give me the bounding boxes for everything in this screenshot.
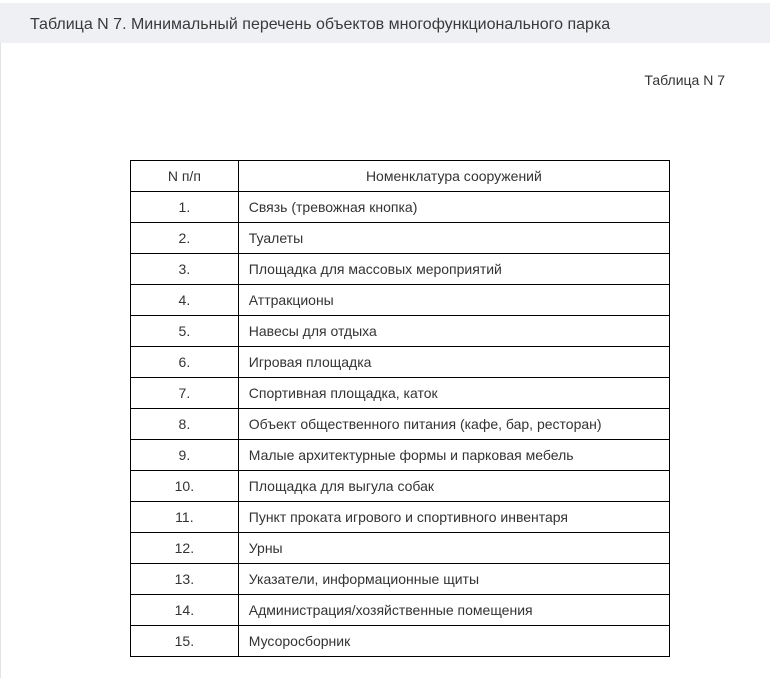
- table-row: [131, 440, 670, 471]
- row-number: 6.: [131, 347, 239, 378]
- table-row: [131, 471, 670, 502]
- row-number: 5.: [131, 316, 239, 347]
- row-number: 3.: [131, 254, 239, 285]
- row-name: Туалеты: [238, 223, 669, 254]
- row-name: Площадка для массовых мероприятий: [238, 254, 669, 285]
- row-number: 2.: [131, 223, 239, 254]
- table-row: [131, 502, 670, 533]
- column-header-nomenclature: Номенклатура сооружений: [238, 161, 669, 192]
- row-name: Спортивная площадка, каток: [238, 378, 669, 409]
- row-number: 15.: [131, 626, 239, 657]
- table-row: [131, 626, 670, 657]
- table-row: [131, 378, 670, 409]
- row-number: 14.: [131, 595, 239, 626]
- document-title: Таблица N 7. Минимальный перечень объектов многофункционального парка: [30, 16, 611, 33]
- table-row: [131, 254, 670, 285]
- row-name: Указатели, информационные щиты: [238, 564, 669, 595]
- row-name: Администрация/хозяйственные помещения: [238, 595, 669, 626]
- objects-table: [130, 160, 670, 657]
- table-header-row: [131, 161, 670, 192]
- table-row: [131, 533, 670, 564]
- row-name: Связь (тревожная кнопка): [238, 192, 669, 223]
- row-name: Пункт проката игрового и спортивного инвентаря: [238, 502, 669, 533]
- row-name: Площадка для выгула собак: [238, 471, 669, 502]
- row-name: Игровая площадка: [238, 347, 669, 378]
- row-name: Навесы для отдыха: [238, 316, 669, 347]
- table-row: [131, 409, 670, 440]
- row-number: 7.: [131, 378, 239, 409]
- table-row: [131, 285, 670, 316]
- column-header-number: N п/п: [131, 161, 239, 192]
- table-row: [131, 223, 670, 254]
- row-number: 11.: [131, 502, 239, 533]
- table-row: [131, 316, 670, 347]
- row-number: 10.: [131, 471, 239, 502]
- document-header: [0, 3, 770, 43]
- row-name: Малые архитектурные формы и парковая мебель: [238, 440, 669, 471]
- row-name: Урны: [238, 533, 669, 564]
- table-row: [131, 564, 670, 595]
- table-row: [131, 347, 670, 378]
- row-name: Аттракционы: [238, 285, 669, 316]
- row-number: 13.: [131, 564, 239, 595]
- row-number: 8.: [131, 409, 239, 440]
- table-row: [131, 595, 670, 626]
- content-left-border: [0, 43, 1, 678]
- row-number: 9.: [131, 440, 239, 471]
- table-caption: Таблица N 7: [644, 72, 725, 88]
- row-number: 4.: [131, 285, 239, 316]
- row-number: 12.: [131, 533, 239, 564]
- row-name: Мусоросборник: [238, 626, 669, 657]
- row-name: Объект общественного питания (кафе, бар, ресторан): [238, 409, 669, 440]
- table-row: [131, 192, 670, 223]
- row-number: 1.: [131, 192, 239, 223]
